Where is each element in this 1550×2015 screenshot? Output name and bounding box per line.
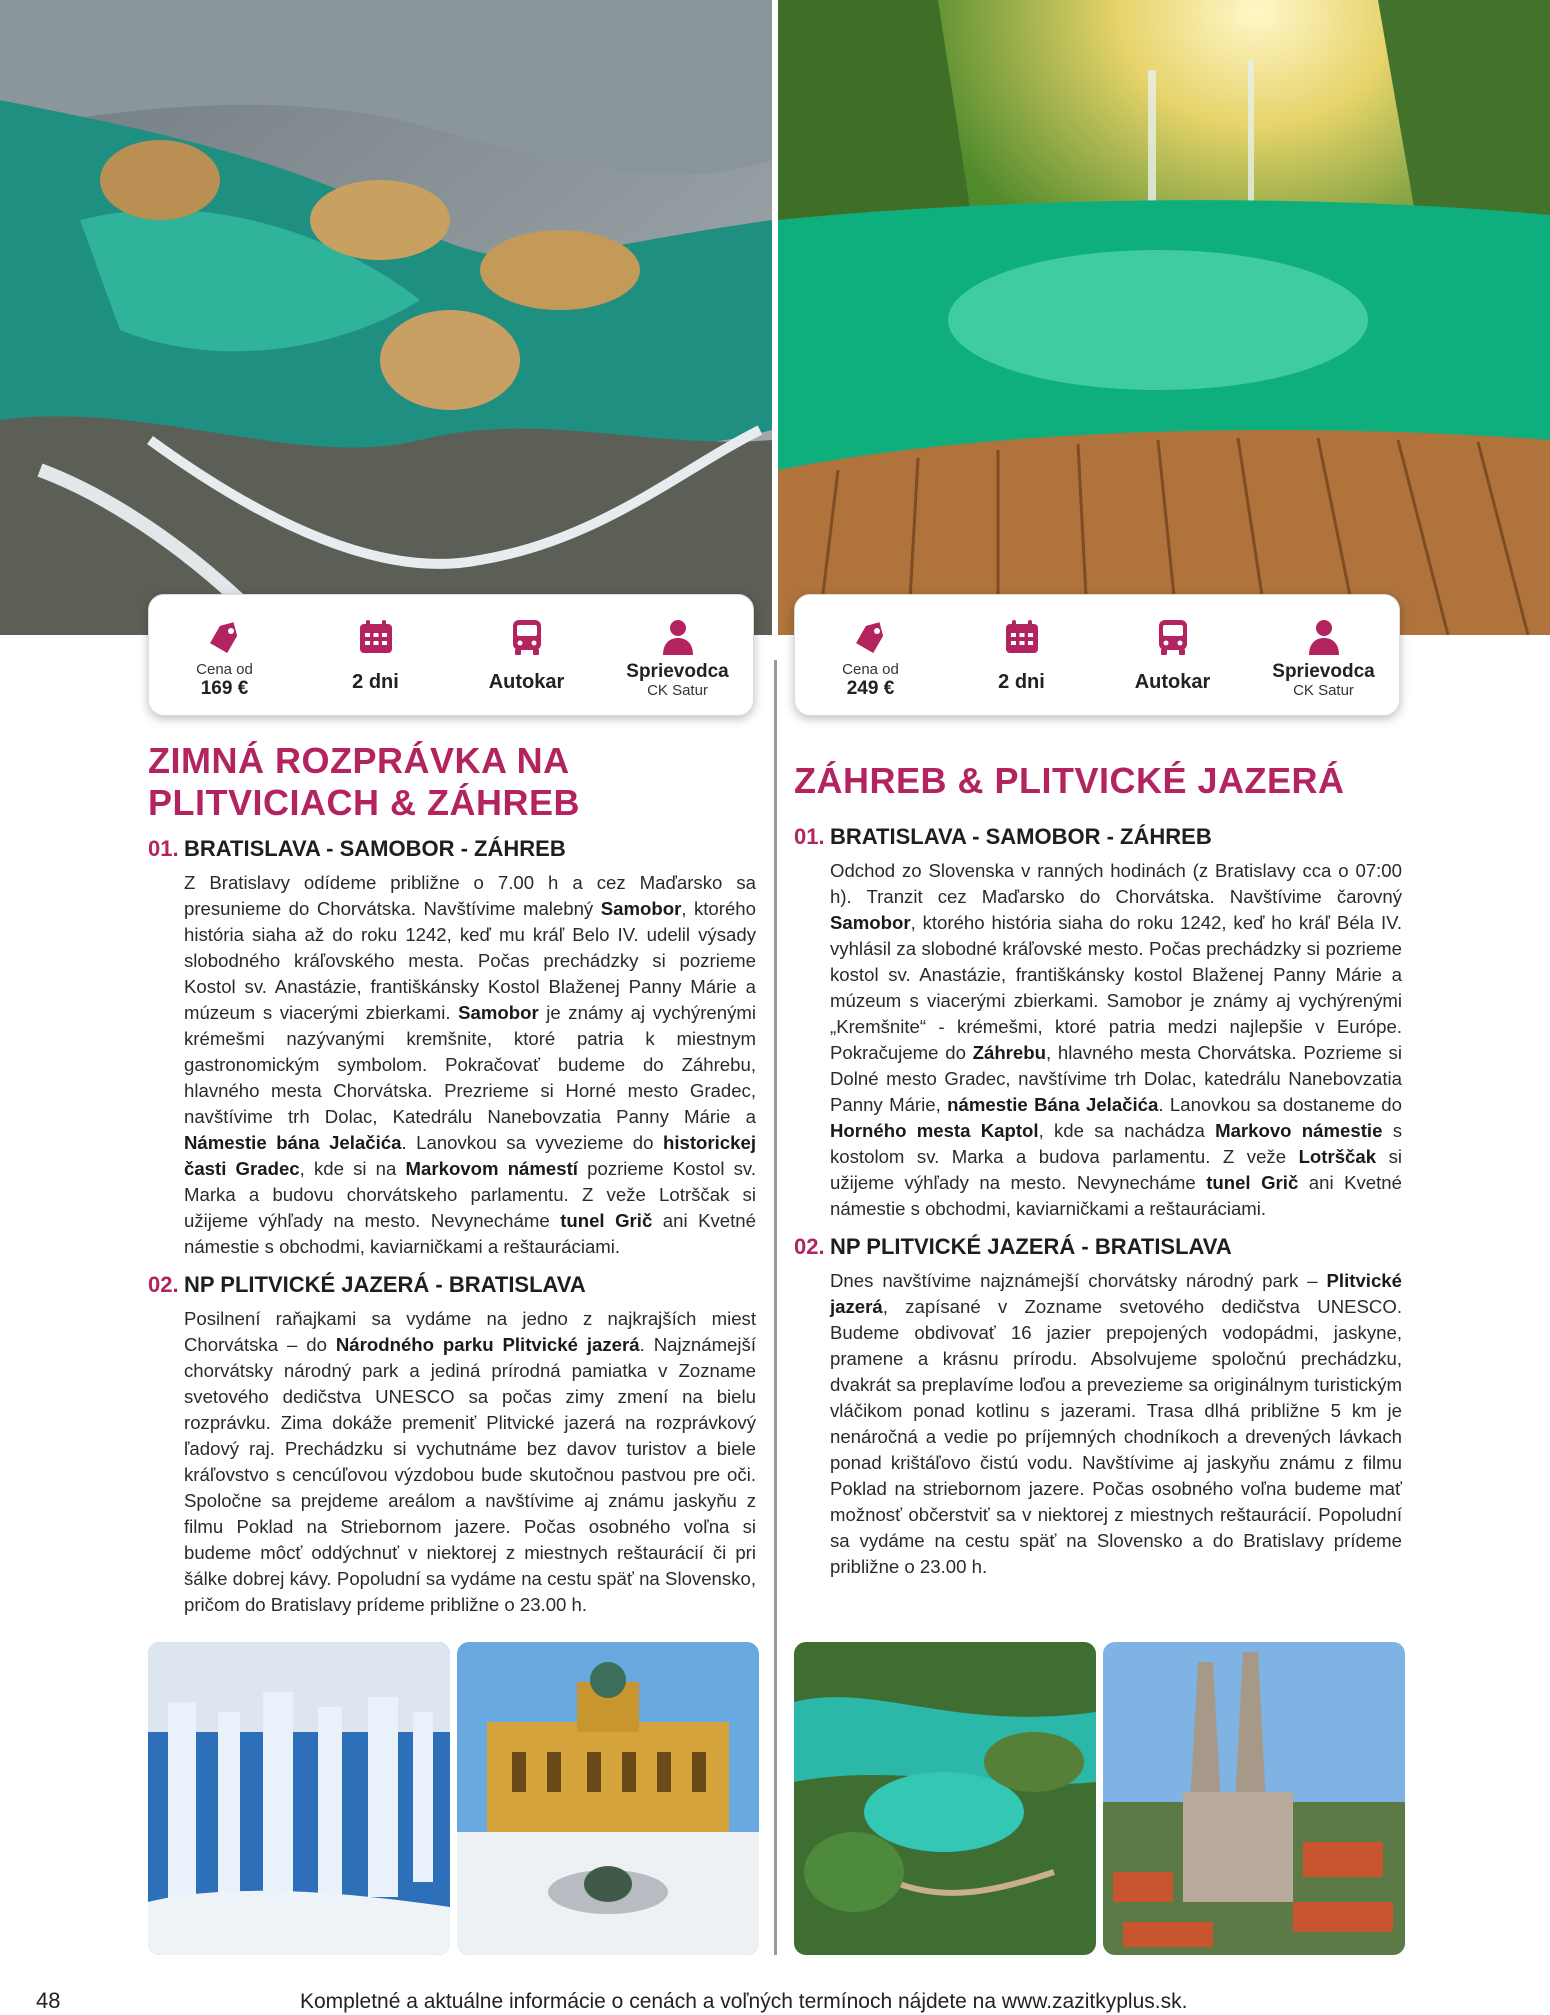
text-part: Posilnení raňajkami sa vydáme na jedno z najkrajších miest Chorvátska – do (184, 1308, 756, 1355)
price-tag-icon (851, 617, 891, 657)
text-part: Dnes navštívime najznámejší chorvátsky národný park – (830, 1270, 1327, 1291)
day-number: 01. (794, 824, 825, 849)
guide-sub: CK Satur (647, 682, 708, 699)
person-icon (1304, 617, 1344, 657)
text-bold: Záhrebu (972, 1042, 1046, 1063)
text-part: , hlavného mesta Chorvátska. Pozrieme si Dolné mesto Gradec, navštívime trh Dolac, katedrálu Nanebovzatia Panny Márie, (830, 1042, 1402, 1115)
day-1-description (184, 870, 756, 1260)
photo-zagreb-cathedral (1103, 1642, 1405, 1955)
info-box-left (148, 594, 754, 716)
calendar-icon (1002, 617, 1042, 657)
text-bold: Samobor (830, 912, 911, 933)
text-bold: námestie Bána Jelačića (947, 1094, 1159, 1115)
text-part: Odchod zo Slovenska v ranných hodinách (z Bratislavy cca o 07:00 h). Tranzit cez Maďarsko do Chorvátska. Navštívime čarovný (830, 860, 1402, 907)
text-part: Z Bratislavy odídeme približne o 7.00 h a cez Maďarsko sa presunieme do Chorvátska. Navštívime malebný (184, 872, 756, 919)
day-title: BRATISLAVA - SAMOBOR - ZÁHREB (184, 836, 566, 861)
bus-icon (507, 617, 547, 657)
text-part: , zapísané v Zozname svetového dedičstva UNESCO. Budeme obdivovať 16 jazier prepojených vodopádmi, jaskyne, pramene a krásnu prírodu. Absolvujeme spoločnú prechádzku, dvakrát sa preplavíme loďou a prevezieme sa originálnym turistickým vláčikom ponad kotlinu s jazerami. Trasa dlhá približne 5 km je nenáročná a vedie po príjemných chodníkoch a drevených lávkach ponad krištáľovo čistú vodu. Navštívime aj jaskyňu známu z filmu Poklad na striebornom jazere. Počas osobného voľna budeme mať možnosť občerstviť sa v niektorej z miestnych reštaurácií. Popoludní sa vydáme na cestu späť na Slovensko a do Bratislavy prídeme približne o 23.00 h. (830, 1296, 1402, 1577)
day-title: NP PLITVICKÉ JAZERÁ - BRATISLAVA (184, 1272, 586, 1297)
day-2-heading (794, 1234, 1402, 1260)
calendar-icon (356, 617, 396, 657)
bus-icon (1153, 617, 1193, 657)
title-line-2: PLITVICIACH & ZÁHREB (148, 782, 580, 823)
day-1-description (830, 858, 1402, 1222)
text-part: , kde sa nachádza (1038, 1120, 1216, 1141)
photo-plitvice-aerial (794, 1642, 1096, 1955)
text-bold: Námestie bána Jelačića (184, 1132, 402, 1153)
text-bold: tunel Grič (1206, 1172, 1299, 1193)
text-bold: Markovo námestie (1215, 1120, 1383, 1141)
text-part: . Lanovkou sa dostaneme do (1158, 1094, 1402, 1115)
text-bold: Samobor (600, 898, 682, 919)
text-part: je známy aj vychýrenými krémešmi nazývanými kremšnite, ktoré patria k miestnym gastronomickým symbolom. Pokračovať budeme do Záhrebu, hlavného mesta Chorvátska. Prezrieme si Horné mesto Gradec, navštívime trh Dolac, Katedrálu Nanebovzatia Panny Márie a (184, 1002, 756, 1127)
footer-text: Kompletné a aktuálne informácie o cenách a voľných termínoch nájdete na www.zazitkyplus.sk. (300, 1990, 1188, 2013)
day-2-description (830, 1268, 1402, 1580)
text-bold: tunel Grič (560, 1210, 653, 1231)
person-icon (658, 617, 698, 657)
page-number: 48 (36, 1988, 61, 2013)
text-bold: Plitvické jazerá (830, 1270, 1402, 1317)
duration-value: 2 dni (998, 671, 1045, 693)
text-bold: Národného parku Plitvické jazerá (335, 1334, 640, 1355)
info-guide (602, 595, 753, 715)
hero-photo-plitvice-lake (778, 0, 1550, 635)
info-price (795, 595, 946, 715)
text-part: ani Kvetné námestie s obchodmi, kaviarničkami a reštauráciami. (830, 1172, 1402, 1219)
text-part: , kde si na (299, 1158, 406, 1179)
guide-label: Sprievodca (1272, 661, 1375, 682)
text-bold: historickej časti Gradec (184, 1132, 756, 1179)
title-line-1: ZIMNÁ ROZPRÁVKA NA (148, 740, 570, 781)
info-guide (1248, 595, 1399, 715)
day-title: BRATISLAVA - SAMOBOR - ZÁHREB (830, 824, 1212, 849)
text-part: s kostolom sv. Marka a budova parlamentu. Z veže (830, 1120, 1403, 1167)
price-label: Cena od (196, 661, 253, 678)
left-tour-title (148, 740, 756, 824)
info-price (149, 595, 300, 715)
transport-value: Autokar (488, 671, 565, 693)
guide-sub: CK Satur (1293, 682, 1354, 699)
text-part: , ktorého história siaha až do roku 1242, keď mu kráľ Belo IV. udelil výsady slobodného kráľovského mesta. Počas prechádzky si pozrieme Kostol sv. Anastázie, františkánsky Kostol Blaženej Panny Márie a múzeum s viacerými zbierkami. (184, 898, 756, 1023)
column-divider (774, 660, 777, 1955)
info-transport (451, 595, 602, 715)
info-duration (300, 595, 451, 715)
photo-zagreb-theatre (457, 1642, 759, 1955)
text-part: ani Kvetné námestie s obchodmi, kaviarničkami a reštauráciami. (184, 1210, 756, 1257)
day-1-heading (148, 836, 756, 862)
right-tour-column (794, 740, 1402, 1580)
text-bold: Markovom námestí (405, 1158, 578, 1179)
text-bold: Horného mesta Kaptol (830, 1120, 1039, 1141)
left-tour-column (148, 740, 756, 1618)
day-number: 02. (148, 1272, 179, 1297)
info-duration (946, 595, 1097, 715)
right-tour-title: ZÁHREB & PLITVICKÉ JAZERÁ (794, 760, 1345, 801)
hero-photo-winter-plitvice (0, 0, 772, 635)
text-bold: Samobor (458, 1002, 539, 1023)
duration-value: 2 dni (352, 671, 399, 693)
price-tag-icon (205, 617, 245, 657)
day-2-heading (148, 1272, 756, 1298)
day-title: NP PLITVICKÉ JAZERÁ - BRATISLAVA (830, 1234, 1232, 1259)
price-label: Cena od (842, 661, 899, 678)
text-part: . Lanovkou sa vyvezieme do (401, 1132, 663, 1153)
day-number: 01. (148, 836, 179, 861)
day-1-heading (794, 824, 1402, 850)
text-part: pozrieme Kostol sv. Marka a budovu chorvátskeho parlamentu. Z veže Lotrščak si užijeme výhľady na mesto. Nevynecháme (184, 1158, 756, 1231)
text-part: , ktorého história siaha do roku 1242, keď ho kráľ Béla IV. vyhlásil za slobodné kráľovské mesto. Počas prechádzky si pozrieme kostol sv. Anastázie, františkánsky kostol Blaženej Panny Márie a múzeum s viacerými zbierkami. Samobor je známy aj vychýrenými „Kremšnite“ - krémešmi, ktoré patria medzi najlepšie v Európe. Pokračujeme do (830, 912, 1402, 1063)
photo-frozen-waterfall (148, 1642, 450, 1955)
day-number: 02. (794, 1234, 825, 1259)
text-bold: Lotrščak (1298, 1146, 1377, 1167)
day-2-description (184, 1306, 756, 1618)
price-value: 249 € (846, 678, 895, 699)
guide-label: Sprievodca (626, 661, 729, 682)
info-box-right (794, 594, 1400, 716)
text-part: . Najznámejší chorvátsky národný park a jediná prírodná pamiatka v Zozname svetového dedičstva UNESCO sa počas zimy zmení na bielu rozprávku. Zima dokáže premeniť Plitvické jazerá na rozprávkový ľadový raj. Prechádzku si vychutnáme bez davov turistov a biele kráľovstvo s cencúľovou výzdobou bude skutočnou pastvou pre oči. Spoločne sa prejdeme areálom a navštívime aj známu jaskyňu z filmu Poklad na Striebornom jazere. Počas osobného voľna si budeme môcť oddýchnuť v niektorej z miestnych reštaurácií či pri šálke dobrej kávy. Popoludní sa vydáme na cestu späť na Slovensko, pričom do Bratislavy prídeme približne o 23.00 h. (184, 1334, 756, 1615)
text-part: si užijeme výhľady na mesto. Nevynecháme (830, 1146, 1402, 1193)
transport-value: Autokar (1134, 671, 1211, 693)
info-transport (1097, 595, 1248, 715)
price-value: 169 € (200, 678, 249, 699)
